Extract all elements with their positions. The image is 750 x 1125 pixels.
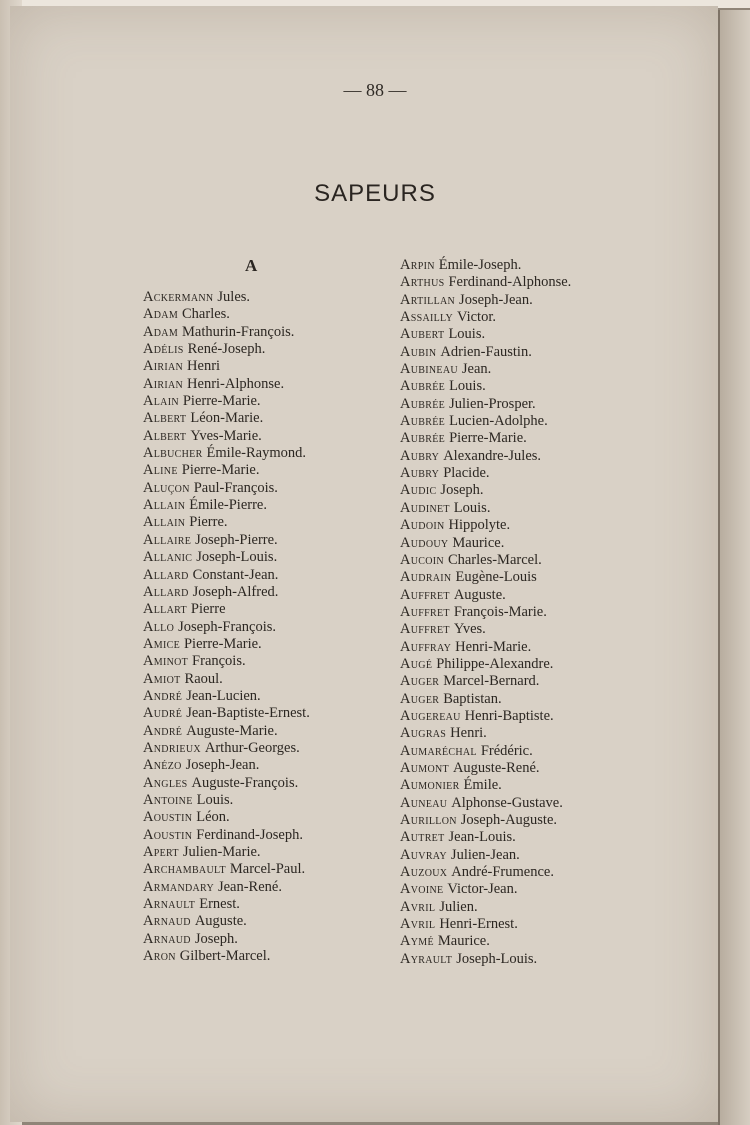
list-item	[143, 445, 310, 462]
list-item	[400, 378, 571, 395]
given-names: Charles.	[182, 306, 230, 323]
surname: André	[143, 687, 183, 704]
list-item	[400, 795, 571, 812]
list-item	[400, 448, 571, 465]
given-names: Henri-Alphonse.	[187, 375, 285, 392]
list-item	[143, 705, 310, 722]
given-names: Louis.	[453, 499, 491, 516]
given-names: Maurice.	[437, 933, 490, 950]
list-item	[143, 688, 310, 705]
list-item	[400, 743, 571, 760]
surname: Aurillon	[400, 812, 457, 828]
list-item	[143, 827, 310, 844]
given-names: André-Frumence.	[451, 864, 554, 881]
given-names: Ernest.	[199, 896, 240, 913]
surname: Avril	[400, 898, 436, 915]
surname: Aubrée	[400, 395, 446, 412]
list-item	[400, 864, 571, 881]
given-names: Hippolyte.	[448, 517, 511, 534]
given-names: Marcel-Bernard.	[443, 673, 540, 690]
surname: Aline	[143, 462, 178, 479]
list-item	[400, 777, 571, 794]
given-names: Frédéric.	[480, 742, 533, 759]
given-names: Auguste-René.	[452, 759, 540, 776]
list-item	[400, 673, 571, 690]
given-names: Léon.	[196, 809, 230, 826]
list-item	[400, 257, 571, 274]
given-names: Paul-François.	[193, 479, 278, 496]
list-item	[400, 569, 571, 586]
given-names: Joseph-Pierre.	[195, 531, 278, 548]
surname: Amiot	[143, 670, 181, 687]
given-names: Pierre-Marie.	[449, 430, 527, 447]
list-item	[143, 757, 310, 774]
surname: Angles	[143, 774, 188, 791]
section-title: SAPEURS	[314, 180, 436, 207]
list-item	[143, 844, 310, 861]
given-names: Charles-Marcel.	[447, 551, 542, 568]
surname: Arpin	[400, 257, 435, 273]
surname: Allain	[143, 497, 186, 514]
surname: Aron	[143, 948, 176, 965]
right-name-column	[400, 257, 571, 968]
surname: Aucoin	[400, 551, 444, 568]
list-item	[400, 656, 571, 673]
given-names: Joseph-François.	[178, 618, 276, 635]
surname: Avoine	[400, 881, 444, 898]
list-item	[143, 428, 310, 445]
given-names: Julien-Prosper.	[449, 395, 536, 412]
given-names: Jules.	[217, 289, 251, 305]
surname: Audinet	[400, 499, 450, 516]
surname: Albucher	[143, 445, 203, 462]
surname: Auzoux	[400, 864, 448, 881]
page-number: — 88 —	[343, 80, 407, 100]
list-item	[400, 292, 571, 309]
given-names: Joseph-Jean.	[185, 757, 260, 774]
list-item	[143, 671, 310, 688]
list-item	[143, 809, 310, 826]
list-item	[143, 792, 310, 809]
list-item	[400, 899, 571, 916]
surname: Avril	[400, 916, 436, 933]
surname: Aubin	[400, 343, 437, 360]
list-item	[400, 413, 571, 430]
list-item	[143, 584, 310, 601]
surname: Allart	[143, 601, 187, 618]
given-names: Joseph.	[440, 482, 484, 499]
surname: Airian	[143, 375, 184, 392]
given-names: Pierre-Marie.	[181, 462, 260, 479]
list-item	[143, 497, 310, 514]
surname: Archambault	[143, 861, 226, 878]
given-names: Émile-Raymond.	[206, 445, 307, 462]
given-names: Jean-René.	[217, 878, 282, 895]
surname: Aubrée	[400, 378, 446, 395]
surname: Amice	[143, 635, 180, 652]
list-item	[143, 879, 310, 896]
given-names: Raoul.	[184, 670, 223, 687]
list-item	[400, 691, 571, 708]
given-names: Julien.	[439, 898, 478, 915]
surname: André	[143, 722, 183, 739]
given-names: Pierre-Marie.	[183, 635, 262, 652]
given-names: Mathurin-François.	[182, 323, 295, 340]
given-names: Joseph-Louis.	[196, 549, 278, 566]
surname: Auffray	[400, 638, 452, 655]
list-item	[400, 517, 571, 534]
given-names: Adrien-Faustin.	[440, 343, 532, 360]
list-item	[143, 567, 310, 584]
given-names: Pierre-Marie.	[182, 393, 261, 410]
given-names: Ferdinand-Alphonse.	[448, 274, 572, 291]
surname: Augras	[400, 725, 447, 742]
surname: Autret	[400, 829, 445, 846]
surname: Albert	[143, 427, 187, 444]
list-item	[400, 326, 571, 343]
surname: Arnault	[143, 896, 196, 913]
surname: Auffret	[400, 586, 450, 603]
surname: Allard	[143, 566, 189, 583]
list-item	[143, 948, 310, 965]
surname: Adam	[143, 323, 179, 340]
surname: Allain	[143, 514, 186, 531]
surname: Antoine	[143, 791, 193, 808]
surname: Augé	[400, 655, 433, 672]
surname: Auger	[400, 690, 440, 707]
list-item	[143, 636, 310, 653]
given-names: Louis.	[449, 378, 486, 395]
list-item	[143, 775, 310, 792]
list-item	[143, 410, 310, 427]
given-names: Julien-Jean.	[450, 846, 520, 863]
given-names: Philippe-Alexandre.	[436, 655, 554, 672]
given-names: Émile.	[463, 777, 502, 794]
surname: Arthus	[400, 274, 445, 291]
list-item	[400, 361, 571, 378]
given-names: Placide.	[443, 465, 490, 482]
surname: Arnaud	[143, 913, 191, 930]
surname: Assailly	[400, 309, 453, 326]
next-page-edge	[718, 10, 750, 1125]
surname: Aumont	[400, 759, 449, 776]
list-item	[400, 829, 571, 846]
given-names: Jean.	[461, 361, 492, 378]
surname: Aymé	[400, 933, 434, 950]
list-item	[400, 344, 571, 361]
given-names: Émile-Pierre.	[189, 497, 267, 514]
given-names: Alphonse-Gustave.	[451, 794, 563, 811]
given-names: Jean-Louis.	[448, 829, 516, 846]
given-names: Joseph-Auguste.	[460, 812, 558, 828]
given-names: Henri-Baptiste.	[464, 707, 554, 724]
given-names: Joseph-Jean.	[459, 291, 533, 308]
given-names: Henri-Ernest.	[439, 916, 518, 933]
given-names: Marcel-Paul.	[229, 861, 306, 878]
list-item	[143, 653, 310, 670]
surname: Auvray	[400, 846, 447, 863]
given-names: Joseph-Louis.	[456, 950, 538, 967]
surname: Aubrée	[400, 413, 446, 430]
list-item	[143, 931, 310, 948]
list-item	[143, 619, 310, 636]
given-names: Victor.	[456, 309, 496, 326]
list-item	[400, 587, 571, 604]
list-item	[143, 480, 310, 497]
surname: Aubry	[400, 465, 440, 482]
given-names: Pierre	[190, 601, 226, 618]
given-names: Louis.	[196, 791, 234, 808]
surname: Adam	[143, 306, 179, 323]
list-item	[143, 549, 310, 566]
list-item	[400, 760, 571, 777]
surname: Artillan	[400, 291, 456, 308]
given-names: Baptistan.	[443, 690, 502, 707]
given-names: Auguste.	[453, 586, 506, 603]
list-item	[143, 896, 310, 913]
given-names: Pierre.	[189, 514, 228, 531]
surname: Apert	[143, 844, 179, 860]
surname: Audré	[143, 705, 183, 722]
list-item	[143, 913, 310, 930]
given-names: Henri.	[450, 725, 487, 742]
surname: Ackermann	[143, 289, 214, 305]
surname: Auger	[400, 673, 440, 690]
given-names: Émile-Joseph.	[438, 257, 522, 273]
surname: Ayrault	[400, 950, 453, 967]
surname: Auffret	[400, 621, 450, 638]
list-item	[143, 601, 310, 618]
list-item	[400, 552, 571, 569]
list-item	[143, 740, 310, 757]
given-names: Louis.	[448, 326, 486, 343]
given-names: Alexandre-Jules.	[443, 447, 542, 464]
surname: Auneau	[400, 794, 448, 811]
surname: Audoin	[400, 517, 445, 534]
given-names: Yves.	[453, 621, 486, 638]
list-item	[400, 396, 571, 413]
list-item	[400, 274, 571, 291]
list-item	[143, 306, 310, 323]
list-item	[400, 639, 571, 656]
list-item	[143, 324, 310, 341]
given-names: Constant-Jean.	[192, 566, 279, 583]
surname: Allaire	[143, 531, 192, 548]
surname: Aubry	[400, 447, 440, 464]
list-item	[400, 465, 571, 482]
list-item	[400, 708, 571, 725]
list-item	[400, 916, 571, 933]
given-names: Julien-Marie.	[182, 844, 261, 860]
given-names: Arthur-Georges.	[204, 739, 300, 756]
given-names: Auguste.	[194, 913, 247, 930]
surname: Audic	[400, 482, 437, 499]
surname: Aoustin	[143, 809, 193, 826]
given-names: Joseph.	[194, 930, 238, 947]
surname: Allo	[143, 618, 175, 635]
given-names: Léon-Marie.	[190, 410, 264, 427]
letter-heading: A	[245, 256, 258, 275]
surname: Andrieux	[143, 739, 201, 756]
surname: Alain	[143, 393, 179, 410]
surname: Aubert	[400, 326, 445, 343]
book-page	[10, 6, 718, 1122]
given-names: Victor-Jean.	[447, 881, 518, 898]
list-item	[400, 482, 571, 499]
list-item	[400, 951, 571, 968]
surname: Aluçon	[143, 479, 190, 496]
list-item	[143, 341, 310, 358]
list-item	[400, 881, 571, 898]
left-name-column	[143, 289, 310, 965]
list-item	[400, 725, 571, 742]
given-names: François.	[192, 653, 246, 670]
surname: Anézo	[143, 757, 182, 774]
list-item	[143, 514, 310, 531]
list-item	[400, 604, 571, 621]
surname: Auffret	[400, 603, 450, 620]
surname: Aubrée	[400, 430, 446, 447]
given-names: Lucien-Adolphe.	[449, 413, 548, 430]
surname: Aoustin	[143, 826, 193, 843]
given-names: Gilbert-Marcel.	[179, 948, 271, 965]
surname: Allanic	[143, 549, 193, 566]
surname: Aminot	[143, 653, 189, 670]
surname: Airian	[143, 358, 184, 375]
given-names: Joseph-Alfred.	[192, 583, 279, 600]
given-names: François-Marie.	[453, 603, 547, 620]
surname: Audouy	[400, 534, 449, 551]
list-item	[143, 358, 310, 375]
surname: Aumaréchal	[400, 742, 477, 759]
surname: Audrain	[400, 569, 452, 586]
list-item	[400, 430, 571, 447]
surname: Augereau	[400, 707, 461, 724]
list-item	[400, 621, 571, 638]
surname: Allard	[143, 583, 189, 600]
list-item	[143, 289, 310, 306]
given-names: Eugène-Louis	[455, 569, 537, 586]
surname: Arnaud	[143, 930, 191, 947]
list-item	[143, 462, 310, 479]
list-item	[400, 847, 571, 864]
list-item	[400, 535, 571, 552]
list-item	[400, 309, 571, 326]
list-item	[400, 812, 571, 829]
list-item	[143, 861, 310, 878]
given-names: Henri	[187, 358, 221, 375]
given-names: Henri-Marie.	[455, 638, 532, 655]
surname: Aubineau	[400, 361, 458, 378]
given-names: Auguste-François.	[191, 774, 299, 791]
given-names: Jean-Lucien.	[186, 687, 261, 704]
surname: Armandary	[143, 878, 214, 895]
given-names: Auguste-Marie.	[186, 722, 278, 739]
surname: Aumonier	[400, 777, 460, 794]
given-names: Jean-Baptiste-Ernest.	[186, 705, 310, 722]
list-item	[143, 723, 310, 740]
given-names: Maurice.	[452, 534, 505, 551]
list-item	[143, 393, 310, 410]
list-item	[143, 532, 310, 549]
given-names: Ferdinand-Joseph.	[196, 826, 303, 843]
given-names: Yves-Marie.	[190, 427, 262, 444]
given-names: René-Joseph.	[187, 341, 266, 358]
surname: Adélis	[143, 341, 184, 358]
list-item	[400, 933, 571, 950]
surname: Albert	[143, 410, 187, 427]
list-item	[400, 500, 571, 517]
list-item	[143, 376, 310, 393]
